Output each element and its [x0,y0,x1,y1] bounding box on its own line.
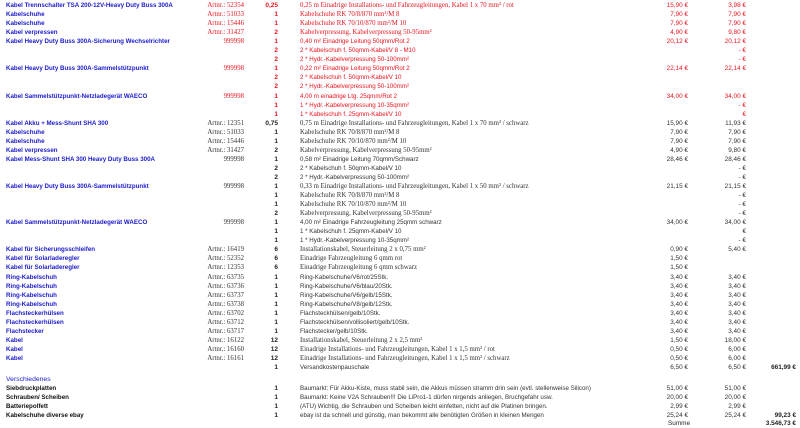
unit-price: 3,40 € [670,327,688,335]
table-row[interactable] [0,309,800,318]
article-number: Artnr.: 52354 [207,2,244,9]
unit-price: 2,99 € [670,403,688,411]
quantity: 2 [274,56,278,64]
table-row[interactable] [0,191,800,200]
unit-price: 7,90 € [670,128,688,136]
table-row[interactable] [0,164,800,173]
table-row[interactable] [0,146,800,155]
unit-price: 1,50 € [670,336,688,344]
item-description: Flachstecker/gelb/10Stk. [300,327,368,335]
table-row[interactable] [0,73,800,82]
quantity: 1 [274,300,278,308]
line-total: 20,12 € [724,38,746,46]
table-row[interactable] [0,119,800,128]
line-total: 3,40 € [728,300,746,308]
item-description: 2 * Hydr.-Kabelverpressung 50-100mm² [300,173,410,181]
article-number: Artnr.: 16122 [207,336,244,344]
item-description: Versandkostenpauschale [300,364,370,371]
item-description: Kabelverpressung, Kabelverpressung 50-95mm² [300,210,432,218]
item-name: Batteriepolfett [6,403,48,411]
item-name: Flachsteckerhülsen [6,318,64,326]
quantity: 2 [274,164,278,172]
table-row[interactable] [0,273,800,282]
item-description: Baumarkt: Für Akku-Kiste, muss stabil sein, die Akkus müssen stramm drin sein (evtl. stellenweise Silicon) [300,385,591,393]
unit-price: 6,50 € [670,364,688,371]
item-description: 2 * Kabelschuh f. 50qmm-Kabel/V 10 [300,164,402,172]
item-description: 1 * Kabelschuh f. 25qmm-Kabel/V 10 [300,228,402,236]
article-number: Artnr.: 12353 [207,264,244,272]
quantity: 2 [274,210,278,218]
table-row[interactable] [0,227,800,236]
item-description: 0,40 m² Einadrige Leitung 50qmm/Rot 2 [300,38,410,46]
item-name: Kabelschuhe [6,137,45,145]
table-row[interactable] [0,282,800,291]
line-total: - € [738,164,746,172]
line-total: 5,40 € [728,246,746,254]
table-row[interactable] [0,402,800,411]
quantity: 12 [270,345,278,353]
article-number: Artnr.: 52352 [207,255,244,263]
article-number: Artnr.: 63737 [207,291,244,299]
quantity: 2 [274,29,278,37]
item-name: Ring-Kabelschuh [6,273,57,281]
line-total: 34,00 € [724,92,746,100]
quantity: 2 [274,47,278,55]
line-total: 3,40 € [728,291,746,299]
item-description: 4,00 m² Einadrige Fahrzeugleitung 25qmm schwarz [300,219,442,227]
article-number: Artnr.: 63702 [207,309,244,317]
table-row[interactable] [0,218,800,227]
table-row[interactable] [0,1,800,10]
line-total: 3,98 € [728,2,746,9]
quantity: 1 [274,394,278,402]
item-description: Flachsteckhülsen/vollisoliert/gelb/10Stk. [300,318,410,326]
unit-price: 4,90 € [670,29,688,37]
unit-price: 0,90 € [670,246,688,254]
quantity: 1 [274,219,278,227]
article-number: 999998 [223,183,244,190]
item-description: Flachsteckhülsen/gelb/10Stk. [300,309,381,317]
article-number: Artnr.: 16160 [207,345,244,353]
item-description: Kabelverpressung, Kabelverpressung 50-95mm² [300,29,432,37]
item-description: Kabelschuhe RK 70/8/870 mm²/M 8 [300,11,400,19]
table-row[interactable] [0,173,800,182]
item-name: Kabel für Sicherungsschleifen [6,246,96,254]
item-description: Kabelschuhe RK 70/10/870 mm²/M 10 [300,201,407,209]
item-name: Ring-Kabelschuh [6,282,57,290]
line-total: - € [738,173,746,181]
quantity: 2 [274,173,278,181]
line-total: 3,40 € [728,282,746,290]
item-description: 2 * Hydr.-Kabelverpressung 50-100mm² [300,83,410,91]
table-row[interactable] [0,345,800,354]
line-total: 21,15 € [724,183,746,190]
quantity: 1 [274,273,278,281]
article-number: Artnr.: 31427 [207,29,244,37]
item-description: Ring-Kabelschuhe/V8/gelb/12Stk. [300,300,393,308]
table-row[interactable] [0,393,800,402]
table-row[interactable] [0,336,800,345]
quantity: 1 [274,137,278,145]
table-row[interactable] [0,384,800,393]
item-name: Kabelschuhe [6,20,45,28]
item-name: Kabel Heavy Duty Buss 300A-Sammelstützpunkt [6,65,149,73]
item-name: Siebdruckplatten [6,385,57,393]
table-row[interactable] [0,155,800,164]
line-total: 9,80 € [728,29,746,37]
quantity: 1 [274,228,278,236]
table-row[interactable] [0,82,800,91]
sum-label: Summe [668,420,691,428]
quantity: 1 [274,282,278,290]
line-total: 25,24 € [724,412,746,420]
article-number: Artnr.: 63735 [207,273,244,281]
quantity: 1 [274,192,278,200]
article-number: Artnr.: 15446 [207,137,244,145]
item-name: Ring-Kabelschuh [6,291,57,299]
item-description: Kabelverpressung, Kabelverpressung 50-95mm² [300,146,432,154]
item-description: Einadrige Fahrzeugleitung 6 qmm schwarz [300,264,418,272]
item-name: Kabelschuhe [6,11,45,19]
table-row[interactable] [0,64,800,73]
article-number: Artnr.: 51033 [207,11,244,19]
section-header [0,375,800,384]
item-name: Kabelschuhe diverse ebay [6,412,84,420]
quantity: 2 [274,146,278,154]
table-row[interactable] [0,110,800,119]
table-row[interactable] [0,263,800,272]
unit-price: 3,40 € [670,318,688,326]
unit-price: 20,00 € [666,394,688,402]
article-number: 999998 [223,65,244,73]
line-total: 22,14 € [724,65,746,73]
item-description: 0,75 m Einadrige Installations- und Fahrzeugleitungen, Kabel 1 x 70 mm² / schwarz [300,119,529,127]
line-total: - € [738,56,746,64]
line-total: 3,40 € [728,309,746,317]
item-name: Kabel Mess-Shunt SHA 300 Heavy Duty Buss 300A [6,155,156,163]
item-name: Kabel Sammelstützpunkt-Netzladegerät WAECO [6,92,148,100]
quantity: 0,75 [265,119,278,127]
item-name: Kabel für Solarladeregler [6,255,80,263]
unit-price: 7,90 € [670,20,688,28]
quantity: 1 [274,412,278,420]
unit-price: 7,90 € [670,11,688,19]
quantity: 1 [274,201,278,209]
table-row[interactable] [0,55,800,64]
item-description: ebay ist da schnell und günstig, man bekommt alle benötigten Größen in kleinen Mengen [300,412,544,420]
line-total: 3,40 € [728,273,746,281]
table-row[interactable] [0,318,800,327]
line-total: 7,90 € [728,128,746,136]
quantity: 1 [274,20,278,28]
table-row[interactable] [0,19,800,28]
unit-price: 1,50 € [670,264,688,272]
item-description: 0,25 m Einadrige Installations- und Fahrzeugleitungen, Kabel 1 x 70 mm² / rot [300,2,514,9]
line-total: € [742,228,746,236]
quantity: 6 [274,264,278,272]
table-row[interactable] [0,254,800,263]
line-total: 20,00 € [724,394,746,402]
unit-price: 21,15 € [666,183,688,190]
item-name: Kabel [6,354,23,362]
item-description: 2 * Kabelschuh f. 50qmm-Kabel/V 10 [300,74,402,82]
item-name: Kabel [6,345,23,353]
article-number: 999998 [223,155,244,163]
line-total: 51,00 € [724,385,746,393]
quantity: 6 [274,246,278,254]
line-total: 7,90 € [728,137,746,145]
item-description: Baumarkt: Keine V2A Schrauben!!! Die LiPro1-1 dürfen nirgends anliegen, Bruchgefahr usw. [300,394,553,402]
quantity: 1 [274,101,278,109]
line-total: 6,50 € [728,364,746,371]
line-total: 3,40 € [728,327,746,335]
table-row[interactable] [0,10,800,19]
section-title: Verschiedenes [6,376,51,384]
line-total: 6,00 € [728,345,746,353]
item-description: Kabelschuhe RK 70/10/870 mm²/M 10 [300,137,407,145]
item-description: 1 * Hydr.-Kabelverpressung 10-35qmm² [300,101,410,109]
item-description: Installationskabel, Steuerleitung 2 x 0,75 mm² [300,246,426,254]
item-description: Kabelschuhe RK 70/8/870 mm²/M 8 [300,128,400,136]
table-row[interactable] [0,327,800,336]
article-number: Artnr.: 16161 [207,354,244,362]
table-row[interactable] [0,291,800,300]
quantity: 1 [274,318,278,326]
article-number: Artnr.: 16419 [207,246,244,254]
table-row[interactable] [0,137,800,146]
item-description: 2 * Hydr.-Kabelverpressung 50-100mm² [300,56,410,64]
quantity: 12 [270,336,278,344]
unit-price: 15,90 € [666,2,688,9]
item-name: Kabelschuhe [6,128,45,136]
unit-price: 3,40 € [670,273,688,281]
item-name: Kabel für Solarladeregler [6,264,80,272]
line-total: 34,00 € [724,219,746,227]
table-row[interactable] [0,363,800,372]
unit-price: 3,40 € [670,291,688,299]
item-description: Einadrige Installations- und Fahrzeugleitungen, Kabel 1 x 1,5 mm² / rot [300,345,495,353]
item-description: Kabelschuhe RK 70/10/870 mm²/M 10 [300,20,407,28]
item-description: Kabelschuhe RK 70/8/870 mm²/M 8 [300,192,400,200]
item-name: Kabel Sammelstützpunkt-Netzladegerät WAECO [6,219,148,227]
article-number: Artnr.: 15446 [207,20,244,28]
item-description: 2 * Kabelschuh f. 50qmm-Kabel/V 8 - M10 [300,47,416,55]
article-number: 999998 [223,38,244,46]
unit-price: 22,14 € [666,65,688,73]
item-description: 0,22 m² Einadrige Leitung 50qmm/Rot 2 [300,65,410,73]
line-total: 9,80 € [728,146,746,154]
quantity: 1 [274,110,278,118]
table-row[interactable] [0,245,800,254]
line-total: € [742,110,746,118]
line-total: - € [738,101,746,109]
table-row[interactable] [0,300,800,309]
item-name: Kabel Trennschalter TSA 200-12V-Heavy Duty Buss 300A [6,2,173,9]
line-total: 3,40 € [728,318,746,326]
unit-price: 34,00 € [666,219,688,227]
quantity: 1 [274,65,278,73]
article-number: Artnr.: 63738 [207,300,244,308]
quantity: 1 [274,128,278,136]
item-description: Einadrige Fahrzeugleitung 6 qmm rot [300,255,403,263]
unit-price: 4,90 € [670,146,688,154]
item-name: Kabel [6,336,23,344]
item-description: 1 * Hydr.-Kabelverpressung 10-35qmm² [300,237,410,245]
item-description: (ATU) Wichtig, die Schrauben und Scheiben leicht einfetten, nicht auf die Platinen bringen. [300,403,548,411]
line-total: 6,00 € [728,354,746,362]
item-name: Flachstecker [6,327,44,335]
unit-price: 51,00 € [666,385,688,393]
item-description: Installationskabel, Steuerleitung 2 x 2,5 mm² [300,336,423,344]
table-row[interactable] [0,236,800,245]
quantity: 1 [274,364,278,371]
quantity: 1 [274,183,278,190]
table-row[interactable] [0,46,800,55]
item-description: 4,00 m einadrige Ltg. 25qmm/Rot 2 [300,92,397,100]
unit-price: 3,40 € [670,309,688,317]
unit-price: 3,40 € [670,300,688,308]
unit-price: 3,40 € [670,282,688,290]
line-total: 2,99 € [728,403,746,411]
line-total: 28,46 € [724,155,746,163]
table-row[interactable] [0,101,800,110]
quantity: 1 [274,92,278,100]
quantity: 1 [274,403,278,411]
table-row[interactable] [0,182,800,191]
item-name: Flachsteckerhülsen [6,309,64,317]
item-name: Kabel Heavy Duty Buss 300A-Sicherung Wechselrichter [6,38,170,46]
quantity: 2 [274,83,278,91]
line-total: - € [738,201,746,209]
item-name: Kabel verpressen [6,146,58,154]
item-name: Schrauben/ Scheiben [6,394,69,402]
line-total: 7,90 € [728,20,746,28]
item-description: 0,33 m Einadrige Installations- und Fahrzeugleitungen, Kabel 1 x 50 mm² / schwarz [300,183,529,190]
unit-price: 20,12 € [666,38,688,46]
quantity: 1 [274,38,278,46]
unit-price: 15,90 € [666,119,688,127]
quantity: 1 [274,11,278,19]
table-row[interactable] [0,209,800,218]
summary-row [0,419,800,428]
subtotal: 661,99 € [771,364,796,371]
item-description: 0,58 m² Einadrige Leitung 70qmm/Schwarz [300,155,419,163]
line-total: - € [738,192,746,200]
quantity: 2 [274,74,278,82]
quantity: 12 [270,354,278,362]
line-total: - € [738,237,746,245]
line-total: 7,90 € [728,11,746,19]
unit-price: 34,00 € [666,92,688,100]
table-row[interactable] [0,28,800,37]
article-number: 999998 [223,219,244,227]
article-number: Artnr.: 63736 [207,282,244,290]
unit-price: 25,24 € [666,412,688,420]
item-name: Kabel Akku + Mess-Shunt SHA 300 [6,119,109,127]
article-number: Artnr.: 12351 [207,119,244,127]
quantity: 1 [274,327,278,335]
line-total: 11,93 € [725,119,746,127]
article-number: 999998 [223,92,244,100]
item-description: Ring-Kabelschuhe/V6/gelb/15Stk. [300,291,393,299]
grand-total: 3.546,73 € [765,420,796,428]
line-total: 18,00 € [724,336,746,344]
table-row[interactable] [0,92,800,101]
table-row[interactable] [0,200,800,209]
item-description: Ring-Kabelschuhe/V6/blau/20Stk. [300,282,393,290]
article-number: Artnr.: 51033 [207,128,244,136]
table-row[interactable] [0,37,800,46]
quantity: 1 [274,291,278,299]
quantity: 6 [274,255,278,263]
item-name: Kabel Heavy Duty Buss 300A-Sammelstützpunkt [6,183,149,190]
quantity: 1 [274,309,278,317]
unit-price: 7,90 € [670,137,688,145]
article-number: Artnr.: 63712 [207,318,244,326]
item-name: Ring-Kabelschuh [6,300,57,308]
unit-price: 28,46 € [666,155,688,163]
line-total: - € [738,210,746,218]
quantity: 1 [274,237,278,245]
table-row[interactable] [0,128,800,137]
item-name: Kabel verpressen [6,29,58,37]
unit-price: 1,50 € [670,255,688,263]
quantity: 1 [274,385,278,393]
unit-price: 0,50 € [670,345,688,353]
article-number: Artnr.: 63717 [207,327,244,335]
line-total: - € [738,47,746,55]
quantity: 0,25 [265,2,278,9]
table-row[interactable] [0,354,800,363]
article-number: Artnr.: 31427 [207,146,244,154]
item-description: Einadrige Installations- und Fahrzeugleitungen, Kabel 1 x 1,5 mm² / schwarz [300,354,510,362]
item-description: Ring-Kabelschuhe/V6/rot/25Stk. [300,273,389,281]
unit-price: 0,50 € [670,354,688,362]
item-description: 1 * Kabelschuh f. 25qmm-Kabel/V 10 [300,110,402,118]
quantity: 1 [274,155,278,163]
subtotal: 99,23 € [774,412,796,420]
